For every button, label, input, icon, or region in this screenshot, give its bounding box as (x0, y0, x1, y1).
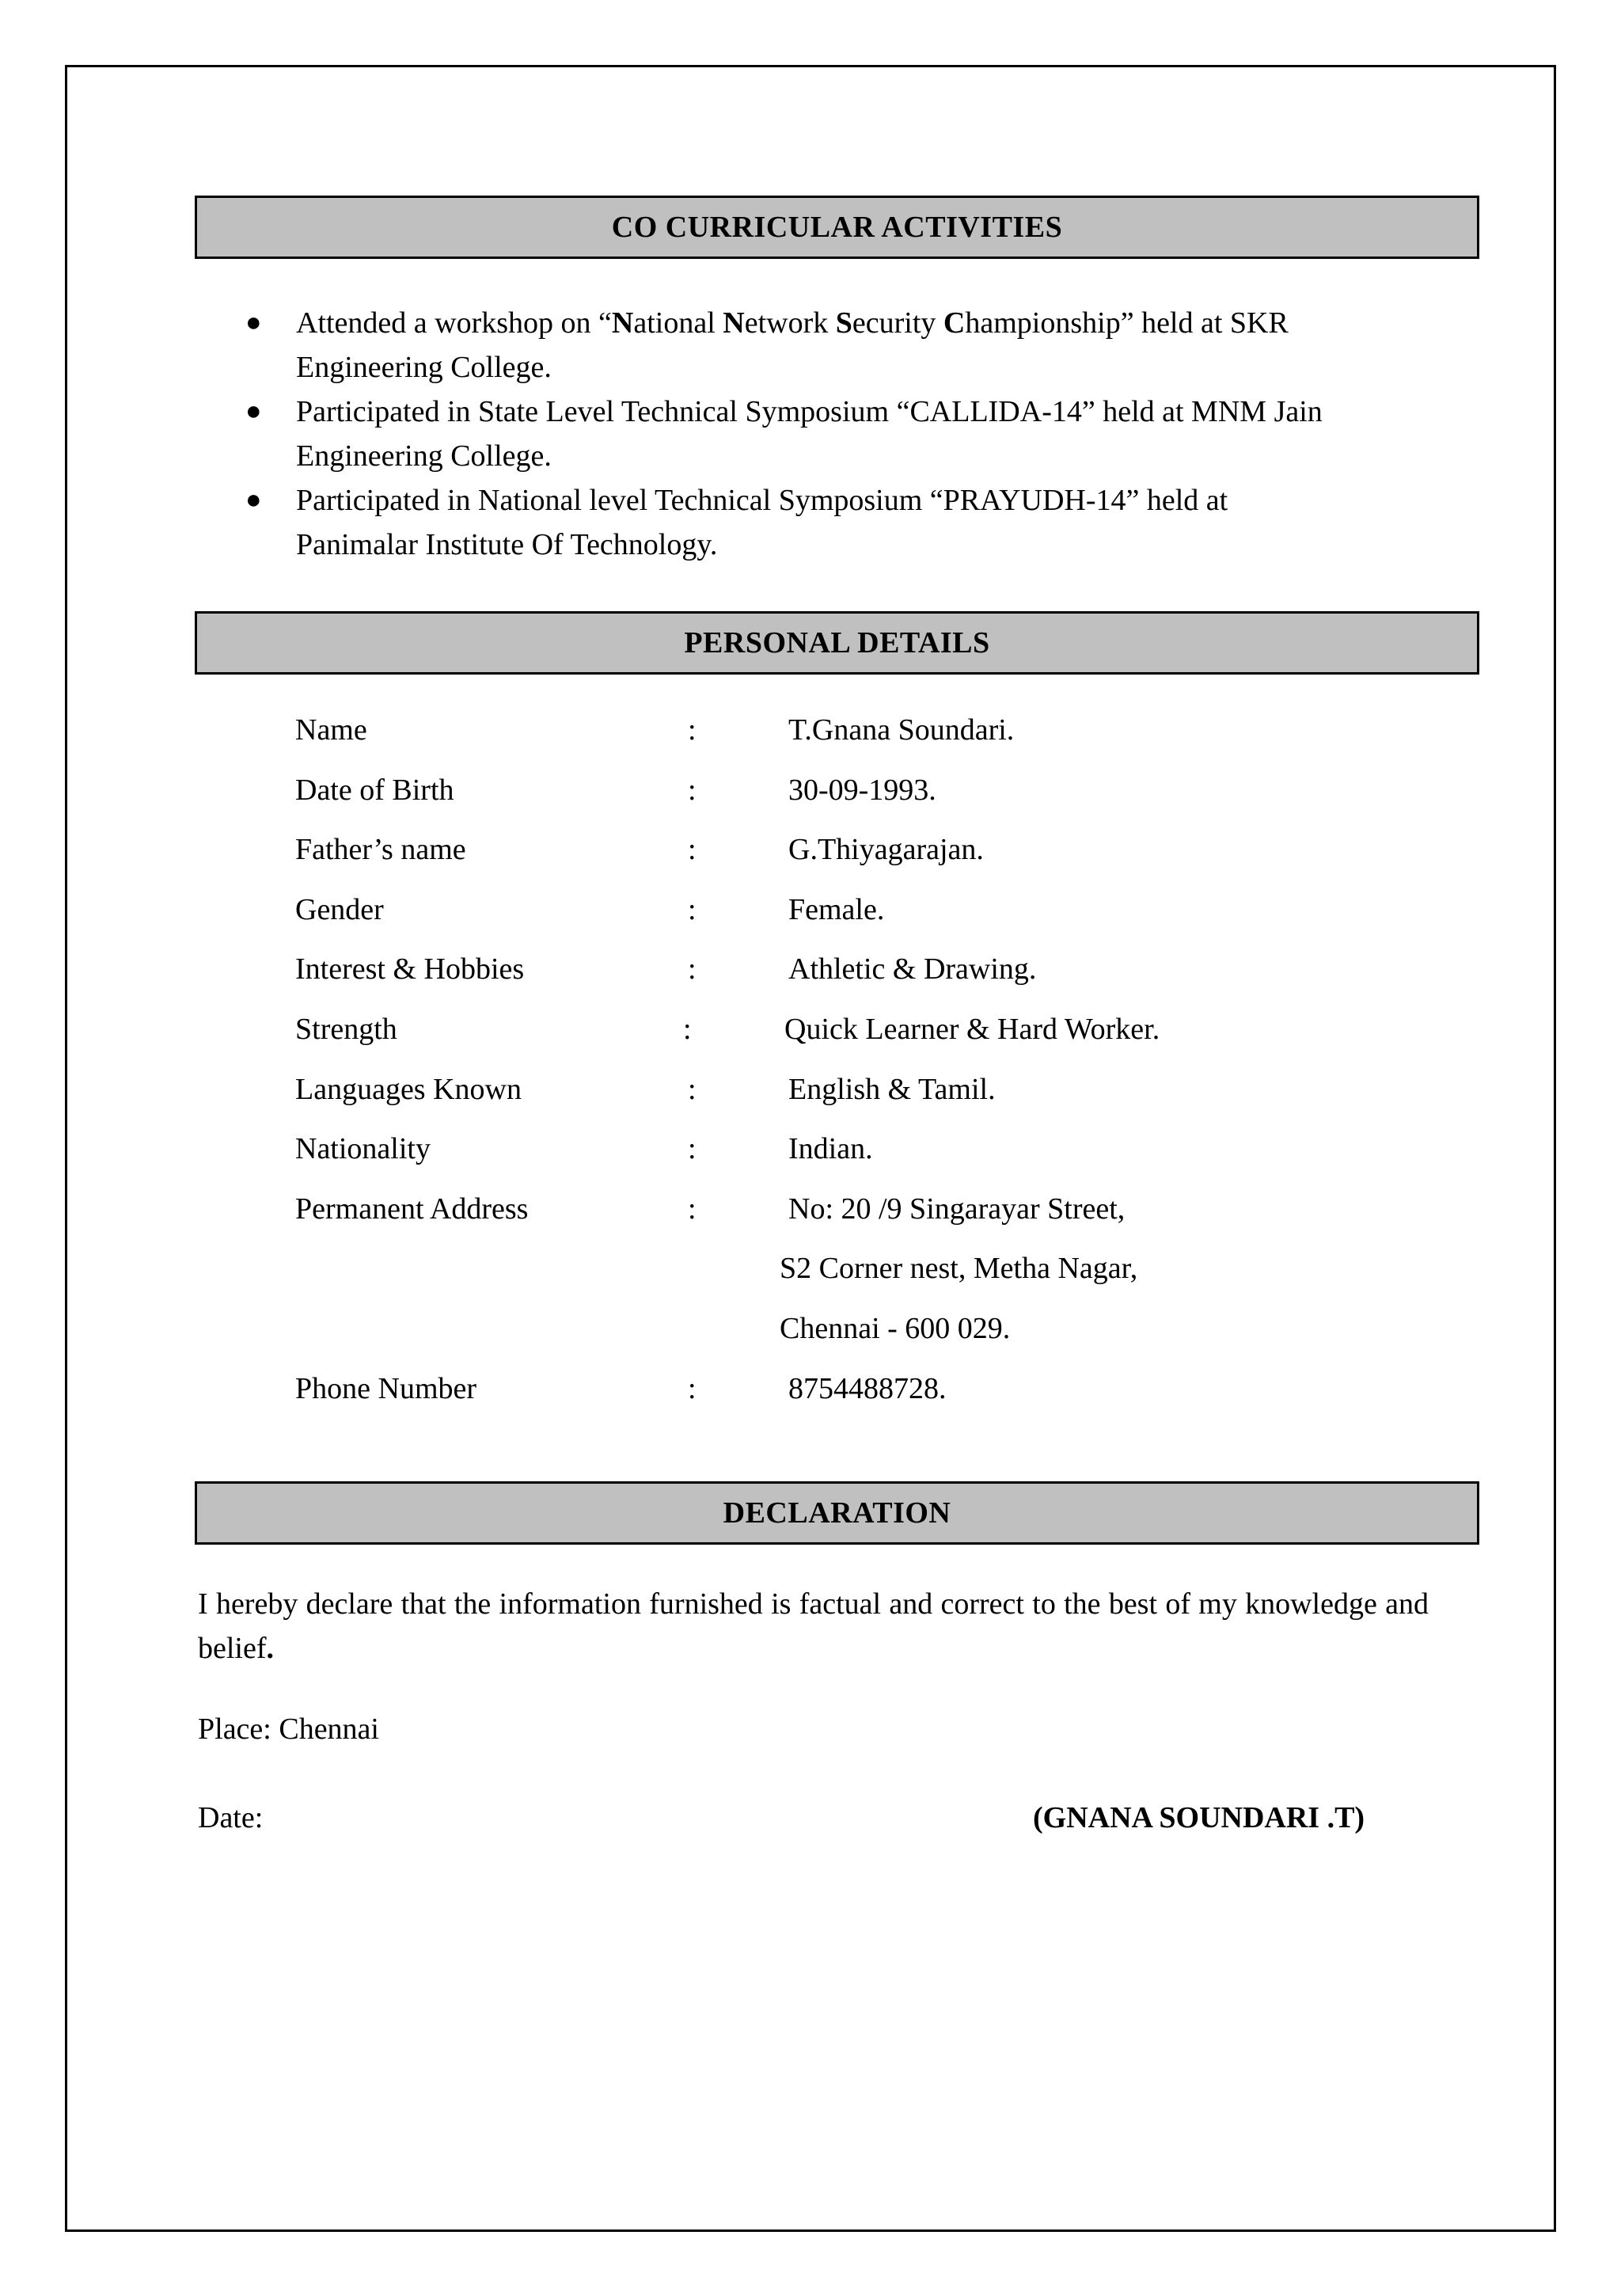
activity-line: Participated in State Level Technical Symposium “CALLIDA-14” held at MNM Jain (296, 395, 1323, 428)
declaration-title: DECLARATION (723, 1496, 951, 1530)
detail-value: Chennai - 600 029. (780, 1311, 1011, 1345)
detail-value: Indian. (788, 1132, 873, 1166)
detail-row-strength (295, 1012, 1482, 1072)
detail-label: Strength (295, 1012, 397, 1046)
detail-row-address-line3 (295, 1311, 1482, 1371)
detail-label: Nationality (295, 1132, 431, 1166)
detail-colon: : (688, 833, 697, 867)
detail-row-phone (295, 1371, 1482, 1431)
co-curricular-header (195, 196, 1479, 259)
detail-value: No: 20 /9 Singarayar Street, (788, 1192, 1126, 1226)
personal-details-table (295, 713, 1482, 1431)
co-curricular-title: CO CURRICULAR ACTIVITIES (611, 211, 1063, 244)
activities-list (237, 301, 1472, 567)
detail-value: Female. (788, 892, 885, 926)
detail-row-father (295, 832, 1482, 892)
personal-details-title: PERSONAL DETAILS (684, 626, 990, 660)
activity-line: Participated in National level Technical Symposium “PRAYUDH-14” held at (296, 484, 1228, 517)
detail-value: 8754488728. (788, 1371, 947, 1405)
detail-value: S2 Corner nest, Metha Nagar, (780, 1252, 1138, 1286)
detail-label: Languages Known (295, 1072, 522, 1106)
detail-colon: : (688, 773, 697, 807)
activity-item (237, 478, 1472, 567)
detail-row-nationality (295, 1131, 1482, 1192)
activity-item (237, 390, 1472, 478)
detail-row-name (295, 713, 1482, 773)
detail-row-address-line2 (295, 1251, 1482, 1311)
detail-colon: : (688, 713, 697, 747)
activity-line: Engineering College. (296, 351, 552, 384)
detail-colon: : (688, 1072, 697, 1106)
detail-value: English & Tamil. (788, 1072, 996, 1106)
personal-details-header (195, 611, 1479, 675)
declaration-text: I hereby declare that the information furnished is factual and correct to the best of my knowledge and belief. (198, 1587, 1429, 1665)
activity-line: Panimalar Institute Of Technology. (296, 528, 718, 561)
detail-row-address (295, 1192, 1482, 1252)
detail-label: Father’s name (295, 833, 466, 867)
detail-colon: : (688, 892, 697, 926)
detail-label: Name (295, 713, 367, 747)
detail-value: T.Gnana Soundari. (788, 713, 1015, 747)
detail-label: Date of Birth (295, 773, 454, 807)
detail-colon: : (688, 952, 697, 986)
detail-value: Athletic & Drawing. (788, 952, 1037, 986)
bullet-icon: ● (245, 485, 262, 515)
declaration-header (195, 1481, 1479, 1545)
detail-colon: : (688, 1132, 697, 1166)
bullet-icon: ● (245, 397, 262, 426)
activity-line: Engineering College. (296, 439, 552, 473)
place-line: Place: Chennai (198, 1712, 379, 1746)
bullet-icon: ● (245, 308, 262, 337)
detail-row-interests (295, 952, 1482, 1012)
detail-label: Phone Number (295, 1371, 477, 1405)
activity-line: Attended a workshop on “National Network Security Championship” held at SKR (296, 306, 1289, 340)
detail-colon: : (688, 1371, 697, 1405)
detail-value: 30-09-1993. (788, 773, 936, 807)
activity-item (237, 301, 1472, 390)
detail-colon: : (683, 1012, 692, 1046)
date-line: Date: (198, 1801, 264, 1834)
detail-label: Gender (295, 892, 384, 926)
detail-label: Permanent Address (295, 1192, 529, 1226)
detail-colon: : (688, 1192, 697, 1226)
detail-value: G.Thiyagarajan. (788, 833, 984, 867)
detail-row-gender (295, 892, 1482, 952)
detail-value: Quick Learner & Hard Worker. (784, 1012, 1160, 1046)
detail-label: Interest & Hobbies (295, 952, 525, 986)
signature-name: (GNANA SOUNDARI .T) (1033, 1801, 1365, 1834)
detail-row-languages (295, 1072, 1482, 1132)
detail-row-dob (295, 773, 1482, 833)
